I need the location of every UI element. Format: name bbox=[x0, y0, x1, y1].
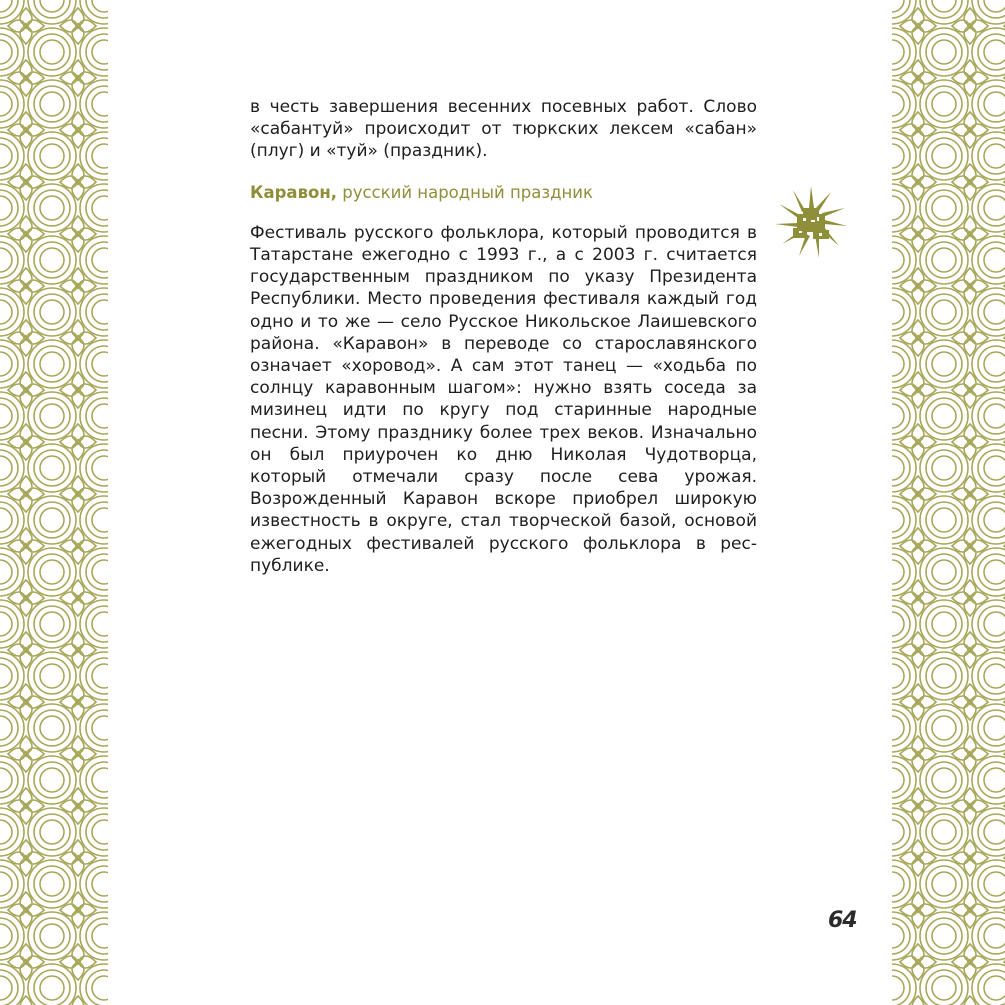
main-paragraph: Фестиваль русского фольклора, который проводится в Татарстане ежегодно с 1993 г., а с 2003 г. считается государственным праздником по указу Президента Республики. Место проведения фестиваля каждый год одно и то же — село Русское Никольское Лаишевского района. «Каравон» в переводе со старославянского означает «хоровод». А сам этот танец — «ходьба по солнцу каравонным шагом»: нужно взять соседа за мизинец идти по кругу под старинные народные песни. Этому празднику более трех веков. Изначально он был приурочен ко дню Николая Чудотворца, который отмечали сразу после сева урожая. Возрожденный Каравон вскоре приобрел широкую известность в округе, стал творческой базой, основой ежегодных фестивалей русского фольклора в республике. bbox=[250, 222, 757, 576]
section-heading bbox=[250, 182, 757, 204]
page-content bbox=[250, 96, 757, 577]
page-number: 64 bbox=[828, 908, 857, 933]
left-ornament-border bbox=[0, 0, 108, 1005]
heading-title: Каравон, bbox=[250, 182, 338, 202]
sun-burst-icon bbox=[773, 184, 849, 260]
heading-subtitle: русский народный праздник bbox=[337, 182, 593, 202]
intro-paragraph: в честь завершения весенних посевных работ. Слово «сабантуй» происходит от тюркских лексем «сабан» (плуг) и «туй» (праздник). bbox=[250, 97, 757, 162]
floral-ornament-pattern-right bbox=[892, 0, 1005, 1005]
floral-ornament-pattern-left bbox=[0, 0, 108, 1005]
right-ornament-border bbox=[892, 0, 1005, 1005]
